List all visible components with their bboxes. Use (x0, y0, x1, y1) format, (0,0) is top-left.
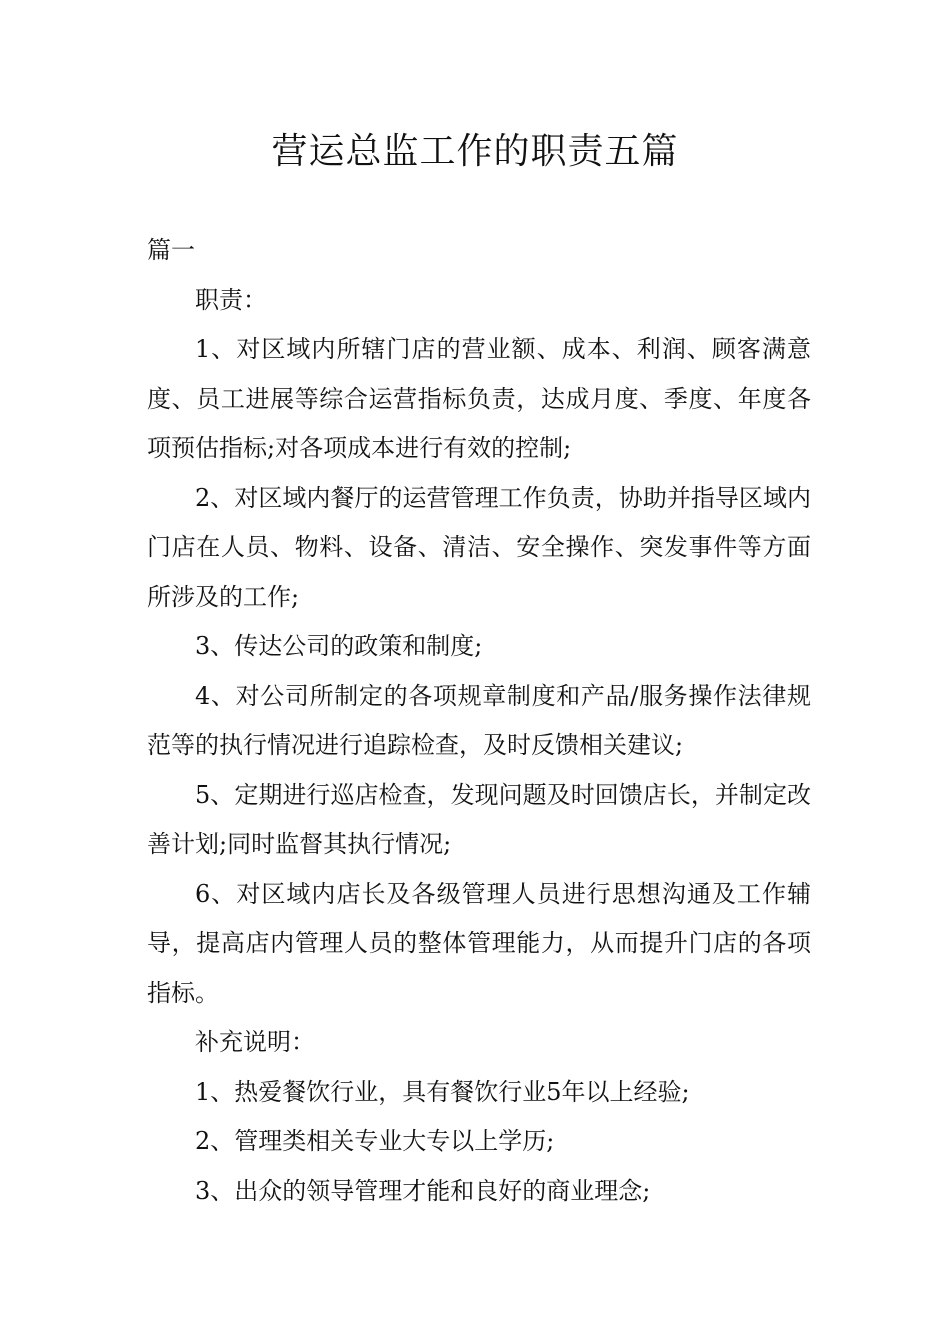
duties-heading: 职责： (195, 285, 267, 314)
supplement-heading: 补充说明： (195, 1028, 315, 1056)
document-body (147, 226, 811, 1216)
duty-item-2: 2、对区域内餐厅的运营管理工作负责，协助并指导区域内门店在人员、物料、设备、清洁、安全操作、突发事件等方面所涉及的工作; (147, 483, 811, 611)
supplement-item-1: 1、热爱餐饮行业，具有餐饮行业5年以上经验; (195, 1077, 690, 1106)
supplement-item-3: 3、出众的领导管理才能和良好的商业理念; (195, 1176, 651, 1205)
document-title: 营运总监工作的职责五篇 (271, 131, 679, 172)
duty-item-4: 4、对公司所制定的各项规章制度和产品/服务操作法律规范等的执行情况进行追踪检查，及时反馈相关建议; (147, 681, 811, 759)
duty-item-3: 3、传达公司的政策和制度; (195, 632, 483, 660)
supplement-item-2: 2、管理类相关专业大专以上学历; (195, 1127, 555, 1155)
duty-item-1: 1、对区域内所辖门店的营业额、成本、利润、顾客满意度、员工进展等综合运营指标负责，达成月度、季度、年度各项预估指标;对各项成本进行有效的控制; (147, 335, 811, 462)
duty-item-5: 5、定期进行巡店检查，发现问题及时回馈店长，并制定改善计划;同时监督其执行情况; (147, 780, 811, 858)
section-label: 篇一 (147, 236, 195, 264)
duty-item-6: 6、对区域内店长及各级管理人员进行思想沟通及工作辅导，提高店内管理人员的整体管理能力，从而提升门店的各项指标。 (147, 879, 811, 1007)
